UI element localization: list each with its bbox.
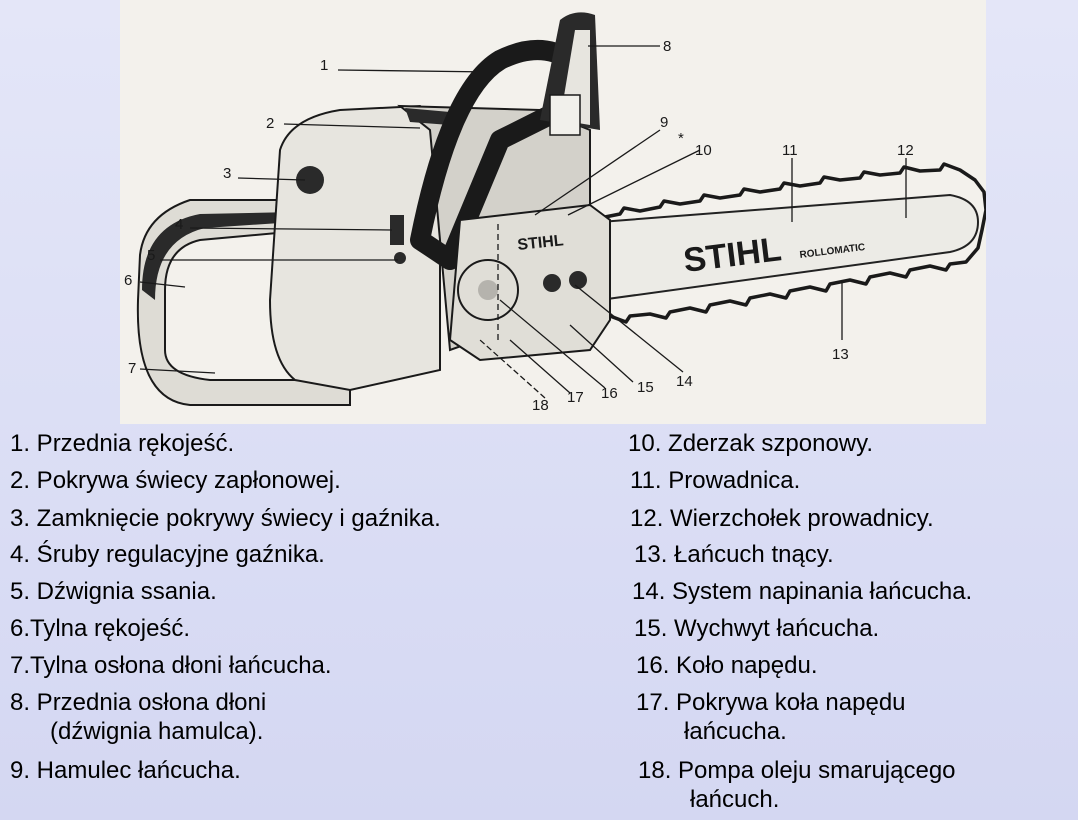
legend-item-6: 6.Tylna rękojeść. bbox=[10, 615, 191, 642]
callout-17: 17 bbox=[567, 389, 584, 406]
callout-18: 18 bbox=[532, 397, 549, 414]
legend-item-11: 11. Prowadnica. bbox=[630, 467, 801, 494]
legend-item-9: 9. Hamulec łańcucha. bbox=[10, 757, 241, 784]
callout-asterisk: * bbox=[678, 130, 684, 147]
callout-10: 10 bbox=[695, 142, 712, 159]
callout-8: 8 bbox=[663, 38, 672, 55]
bar-model-text: ROLLOMATIC bbox=[799, 242, 866, 261]
chainsaw-drawing bbox=[120, 0, 986, 424]
callout-16: 16 bbox=[601, 385, 618, 402]
legend-item-7: 7.Tylna osłona dłoni łańcucha. bbox=[10, 652, 332, 679]
callout-4: 4 bbox=[175, 216, 184, 233]
callout-5: 5 bbox=[147, 247, 156, 264]
legend-item-4: 4. Śruby regulacyjne gaźnika. bbox=[10, 541, 325, 568]
callout-9: 9 bbox=[660, 114, 669, 131]
callout-3: 3 bbox=[223, 165, 232, 182]
body-brand-text: STIHL bbox=[516, 232, 565, 254]
legend-item-16: 16. Koło napędu. bbox=[636, 652, 818, 679]
callout-15: 15 bbox=[637, 379, 654, 396]
callout-7: 7 bbox=[128, 360, 137, 377]
legend-item-12: 12. Wierzchołek prowadnicy. bbox=[630, 505, 934, 532]
callout-12: 12 bbox=[897, 142, 914, 159]
callout-14: 14 bbox=[676, 373, 693, 390]
legend-item-10: 10. Zderzak szponowy. bbox=[628, 430, 874, 457]
legend-item-3: 3. Zamknięcie pokrywy świecy i gaźnika. bbox=[10, 505, 441, 532]
legend-item-15: 15. Wychwyt łańcucha. bbox=[634, 615, 880, 642]
legend-item-8: 8. Przednia osłona dłoni (dźwignia hamulca). bbox=[10, 689, 267, 745]
legend-item-17: 17. Pokrywa koła napędu łańcucha. bbox=[636, 689, 906, 745]
callout-2: 2 bbox=[266, 115, 275, 132]
bar-brand-text: STIHL bbox=[681, 230, 784, 280]
legend-item-5: 5. Dźwignia ssania. bbox=[10, 578, 217, 605]
legend-item-2: 2. Pokrywa świecy zapłonowej. bbox=[10, 467, 341, 494]
callout-11: 11 bbox=[782, 142, 798, 159]
legend-item-1: 1. Przednia rękojeść. bbox=[10, 430, 235, 457]
guide-bar bbox=[600, 164, 986, 322]
callout-6: 6 bbox=[124, 272, 133, 289]
legend-item-14: 14. System napinania łańcucha. bbox=[632, 578, 973, 605]
clutch-cover bbox=[450, 205, 610, 360]
legend-item-13: 13. Łańcuch tnący. bbox=[634, 541, 834, 568]
callout-13: 13 bbox=[832, 346, 849, 363]
callout-1: 1 bbox=[320, 57, 329, 74]
legend-item-18: 18. Pompa oleju smarującego łańcuch. bbox=[638, 757, 956, 813]
chainsaw-figure bbox=[120, 0, 986, 424]
front-hand-guard bbox=[540, 12, 600, 135]
